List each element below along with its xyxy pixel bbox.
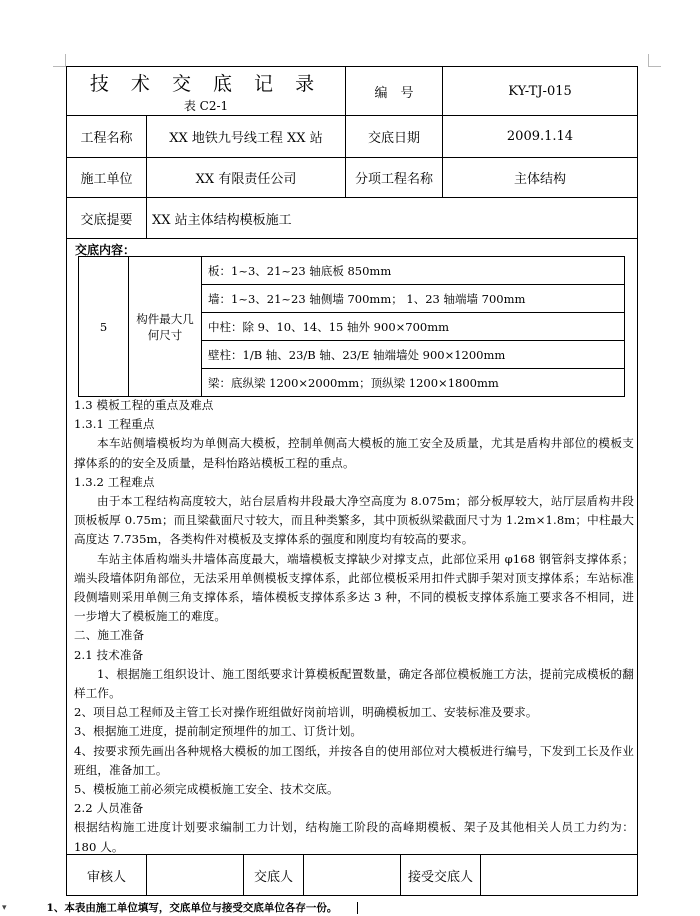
- footnote-text: 1、本表由施工单位填写，交底单位与接受交底单位各存一份。: [46, 902, 338, 914]
- summary-row: [67, 198, 637, 239]
- paragraph: 本车站侧墙模板均为单侧高大模板，控制单侧高大模板的施工安全及质量，尤其是盾构井部位的模板支撑体系的的安全及质量，是科怡路站模板工程的重点。: [74, 436, 634, 470]
- subproject-value: 主体结构: [513, 172, 566, 187]
- summary-value: XX 站主体结构模板施工: [152, 212, 292, 228]
- summary-label: 交底提要: [67, 198, 147, 238]
- paragraph: 5、模板施工前必须完成模板施工安全、技术交底。: [74, 782, 339, 797]
- paragraph: 1、根据施工组织设计、施工图纸要求计算模板配置数量，确定各部位模板施工方法，提前完成模板的翻样工作。: [74, 666, 634, 701]
- subproject-label: 分项工程名称: [346, 158, 443, 197]
- reviewer-label: 审核人: [67, 855, 147, 895]
- paragraph: 1.3.2 工程难点: [74, 474, 155, 489]
- item-index: 5: [79, 257, 129, 397]
- content-label: 交底内容：: [75, 243, 136, 257]
- disclosure-form: [66, 66, 638, 896]
- form-title: 技 术 交 底 记 录: [89, 72, 323, 95]
- signature-row: [67, 854, 637, 895]
- paragraph-marker-icon: ▾: [2, 902, 7, 913]
- discloser-label: 交底人: [244, 855, 304, 895]
- form-code: 表 C2-1: [183, 98, 229, 113]
- paragraph: 由于本工程结构高度较大，站台层盾构井段最大净空高度为 8.075m；部分板厚较大，站厅层盾构井段顶板板厚 0.75m；而且梁截面尺寸较大，而且种类繁多，其中顶板纵梁截面尺寸为 1.2m×1.8m；中柱最大高度达 7.735m，各类构件对模板及支撑体系的强度和刚度均有较高的要求。: [74, 494, 634, 547]
- receiver-signature[interactable]: [481, 855, 637, 895]
- disclosure-text: [74, 396, 634, 857]
- text-cursor: [357, 902, 358, 914]
- dimension-row: 壁柱：1/B 轴、23/B 轴、23/E 轴端墙处 900×1200mm: [202, 341, 625, 369]
- header-row: [67, 67, 637, 116]
- number-label: 编 号: [346, 67, 443, 115]
- reviewer-signature[interactable]: [147, 855, 244, 895]
- paragraph: 车站主体盾构端头井墙体高度最大，端墙模板支撑缺少对撑支点，此部位采用 φ168 钢管斜支撑体系；端头段墙体阴角部位，无法采用单侧模板支撑体系，此部位模板采用扣件式脚手架对顶支撑体系；车站标准段侧墙则采用单侧三角支撑体系，墙体模板支撑体系多达 3 种，不同的模板支撑体系施工要求各不相同，进一步增大了模板施工的难度。: [74, 551, 634, 624]
- paragraph: 2.1 技术准备: [74, 647, 144, 662]
- date-label: 交底日期: [346, 116, 443, 157]
- paragraph: 根据结构施工进度计划要求编制工力计划，结构施工阶段的高峰期模板、架子及其他相关人员工力约为：180 人。: [74, 820, 634, 854]
- dimension-table: [78, 256, 625, 397]
- discloser-signature[interactable]: [304, 855, 401, 895]
- date-value: 2009.1.14: [506, 129, 574, 144]
- paragraph: 二、施工准备: [74, 628, 145, 643]
- title-cell: [67, 67, 346, 115]
- dimension-row: 中柱：除 9、10、14、15 轴外 900×700mm: [202, 313, 625, 341]
- project-row: [67, 116, 637, 158]
- receiver-label: 接受交底人: [401, 855, 481, 895]
- unit-value: XX 有限责任公司: [147, 158, 346, 197]
- page-corner-mark: [53, 54, 66, 67]
- disclosure-content: [67, 239, 637, 855]
- paragraph: 3、根据施工进度，提前制定预埋件的加工、订货计划。: [74, 724, 363, 739]
- dimension-row: 板：1~3、21~23 轴底板 850mm: [202, 257, 625, 285]
- unit-row: [67, 158, 637, 198]
- paragraph: 4、按要求预先画出各种规格大模板的加工图纸，并按各自的使用部位对大模板进行编号，下发到工长及作业班组，准备加工。: [74, 743, 634, 777]
- item-label: 构件最大几何尺寸: [129, 257, 202, 397]
- paragraph: 2.2 人员准备: [74, 801, 144, 816]
- footnote: [2, 900, 522, 915]
- paragraph: 1.3 模板工程的重点及难点: [74, 398, 214, 412]
- paragraph: 1.3.1 工程重点: [74, 417, 155, 432]
- dimension-row: 墙：1~3、21~23 轴侧墙 700mm； 1、23 轴端墙 700mm: [202, 285, 625, 313]
- number-value: KY-TJ-015: [508, 83, 572, 99]
- paragraph: 2、项目总工程师及主管工长对操作班组做好岗前培训，明确模板加工、安装标准及要求。: [74, 705, 538, 720]
- project-label: 工程名称: [67, 116, 147, 157]
- project-value: XX 地铁九号线工程 XX 站: [147, 116, 346, 157]
- dimension-row: 梁：底纵梁 1200×2000mm；顶纵梁 1200×1800mm: [202, 369, 625, 397]
- page-corner-mark: [648, 54, 661, 67]
- unit-label: 施工单位: [67, 158, 147, 197]
